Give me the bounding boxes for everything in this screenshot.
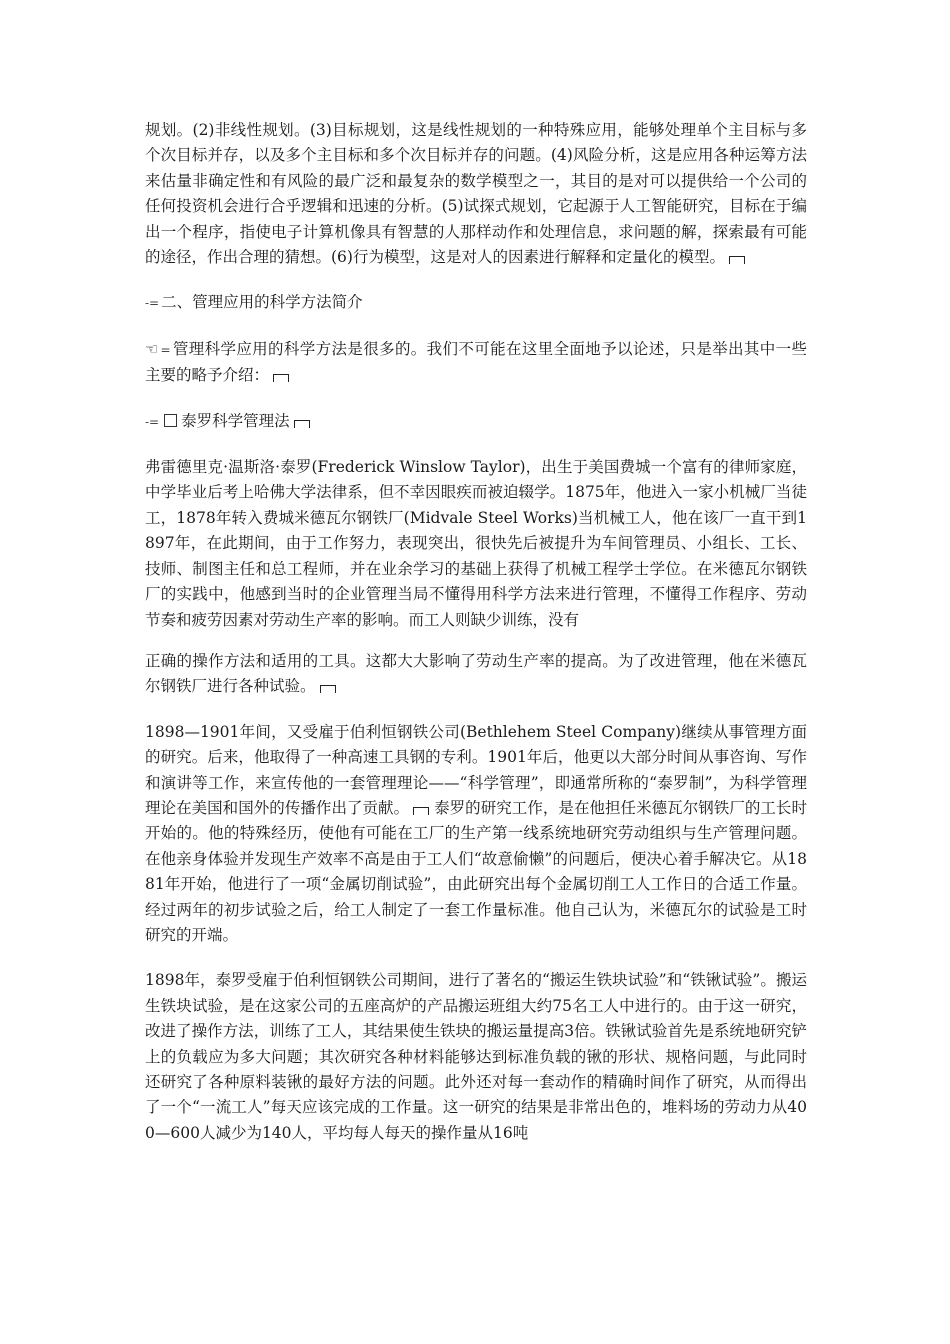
pointing-hand-icon: ☜ [145,339,159,358]
paragraph-mark-icon [413,807,429,815]
paragraph-text: 规划。(2)非线性规划。(3)目标规划，这是线性规划的一种特殊应用，能够处理单个主目标与多个次目标并存，以及多个主目标和多个次目标并存的问题。(4)风险分析，这是应用各种运筹方法来估量非确定性和有风险的最广泛和最复杂的数学模型之一，其目的是对可以提供给一个公司的任何投资机会进行合乎逻辑和迅速的分析。(5)试探式规划，它起源于人工智能研究，目标在于编出一个程序，指使电子计算机像具有智慧的人那样动作和处理信息，求问题的解，探索最有可能的途径，作出合理的猜想。(6)行为模型，这是对人的因素进行解释和定量化的模型。 [145,121,807,267]
paragraph-pig-iron-shovel: 1898年，泰罗受雇于伯利恒钢铁公司期间，进行了著名的“搬运生铁块试验”和“铁锹试验”。搬运生铁块试验，是在这家公司的五座高炉的产品搬运班组大约75名工人中进行的。由于这一研究，改进了操作方法，训练了工人，其结果使生铁块的搬运量提高3倍。铁锹试验首先是系统地研究铲上的负载应为多大问题；其次研究各种材料能够达到标准负载的锹的形状、规格问题，与此同时还研究了各种原料装锹的最好方法的问题。此外还对每一套动作的精确时间作了研究，从而得出了一个“一流工人”每天应该完成的工作量。这一研究的结果是非常出色的，堆料场的劳动力从400—600人减少为140人，平均每人每天的操作量从16吨 [145,971,807,1142]
bullet-icon: -= [145,414,160,429]
bullet-icon: = [160,342,171,357]
paragraph-text-continued: 泰罗的研究工作，是在他担任米德瓦尔钢铁厂的工长时开始的。他的特殊经历，使他有可能在工厂的生产第一线系统地研究劳动组织与生产管理问题。在他亲身体验并发现生产效率不高是由于工人们“故意偷懒”的问题后，便决心着手解决它。从1881年开始，他进行了一项“金属切削试验”，由此研究出每个金属切削工人工作日的合适工作量。经过两年的初步试验之后，给工人制定了一套工作量标准。他自己认为，米德瓦尔的试验是工时研究的开端。 [145,798,807,944]
paragraph-intro [145,337,807,389]
paragraph-mark-icon [320,685,336,693]
section-heading-text: 泰罗科学管理法 [181,411,290,430]
section-heading-text: 二、管理应用的科学方法简介 [161,293,363,312]
section-heading-2 [145,290,807,316]
paragraph-mark-icon [273,374,289,382]
paragraph-mark-icon [729,256,745,264]
paragraph-planning-methods [145,118,807,270]
paragraph-text: 管理科学应用的科学方法是很多的。我们不可能在这里全面地予以论述，只是举出其中一些主要的略予介绍： [145,339,807,385]
section-heading-3 [145,409,807,435]
bullet-icon: -= [145,296,160,311]
paragraph-bethlehem [145,720,807,949]
paragraph-text: 正确的操作方法和适用的工具。这都大大影响了劳动生产率的提高。为了改进管理，他在米德瓦尔钢铁厂进行各种试验。 [145,651,807,696]
paragraph-mark-icon [294,420,310,428]
paragraph-text: 1898—1901年间，又受雇于伯利恒钢铁公司(Bethlehem Steel Company)继续从事管理方面的研究。后来，他取得了一种高速工具钢的专利。1901年后，他更以大部分时间从事咨询、写作和演讲等工作，来宣传他的一套管理理论——“科学管理”，即通常所称的“泰罗制”，为科学管理理论在美国和国外的传播作出了贡献。 [145,722,807,817]
paragraph-taylor-bio: 弗雷德里克·温斯洛·泰罗(Frederick Winslow Taylor)，出生于美国费城一个富有的律师家庭，中学毕业后考上哈佛大学法律系，但不幸因眼疾而被迫辍学。1875年，他进入一家小机械厂当徒工，1878年转入费城米德瓦尔钢铁厂(Midvale Steel Works)当机械工人，他在该厂一直干到1897年，在此期间，由于工作努力，表现突出，很快先后被提升为车间管理员、小组长、工长、技师、制图主任和总工程师，并在业余学习的基础上获得了机械工程学士学位。在米德瓦尔钢铁厂的实践中，他感到当时的企业管理当局不懂得用科学方法来进行管理，不懂得工作程序、劳动节奏和疲劳因素对劳动生产率的影响。而工人则缺少训练，没有 [145,458,807,629]
checkbox-icon [164,414,177,427]
paragraph-taylor-experiments [145,649,807,700]
document-page [145,118,807,1146]
